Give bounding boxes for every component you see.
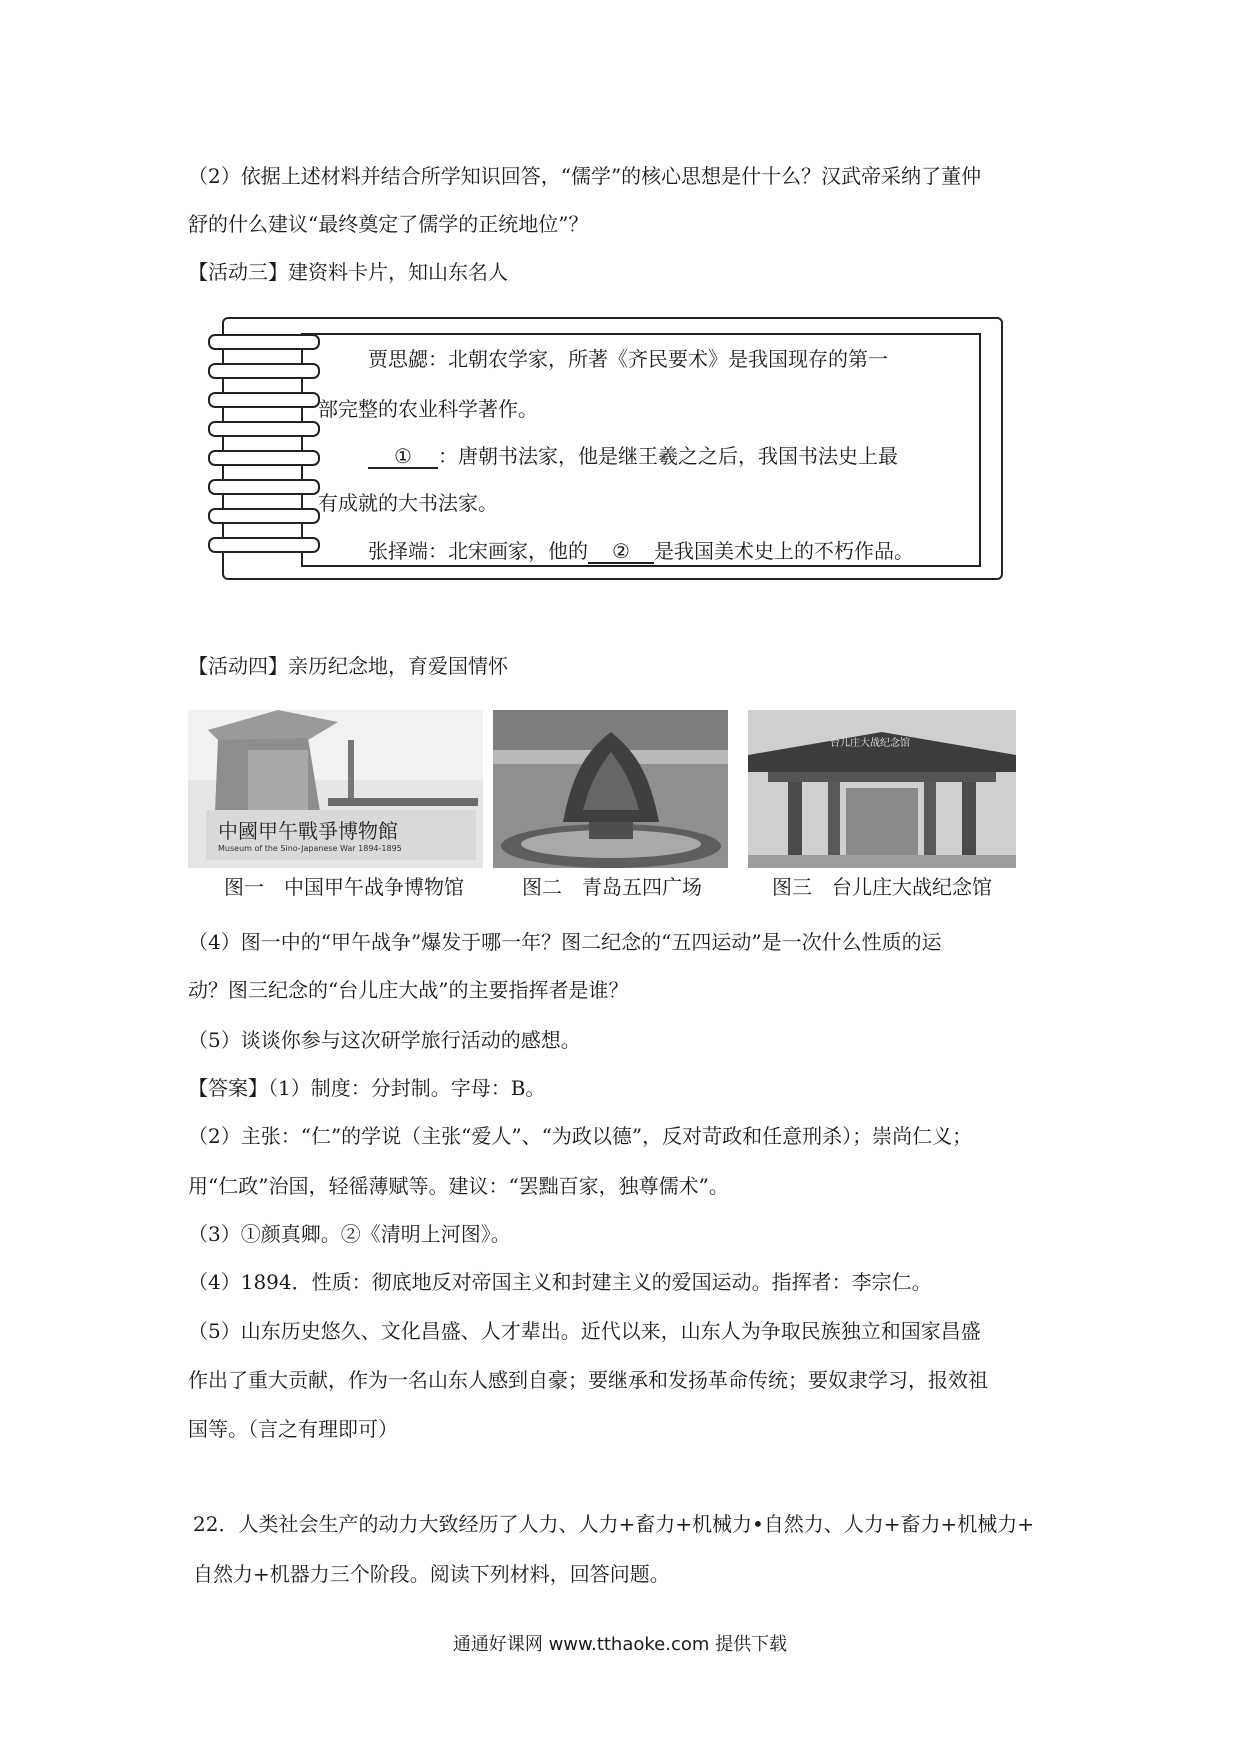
answer-4: （4）1894．性质：彻底地反对帝国主义和封建主义的爱国运动。指挥者：李宗仁。 — [188, 1270, 932, 1294]
card-line-3-text: ：唐朝书法家，他是继王羲之之后，我国书法史上最 — [438, 444, 898, 468]
spiral-ring-icon — [208, 537, 320, 553]
museum-sign-en: Museum of the Sino-Japanese War 1894-1895 — [218, 844, 402, 853]
taierzhuang-memorial-photo — [748, 710, 1016, 868]
sino-japanese-war-museum-photo — [188, 710, 483, 868]
spiral-ring-icon — [208, 450, 320, 466]
answer-1: 【答案】（1）制度：分封制。字母：B。 — [188, 1076, 546, 1100]
answer-5-line-3: 国等。（言之有理即可） — [188, 1417, 398, 1441]
activity-3-title: 【活动三】建资料卡片，知山东名人 — [188, 260, 508, 284]
question-22-line-2: 自然力+机器力三个阶段。阅读下列材料，回答问题。 — [193, 1562, 670, 1586]
spiral-ring-icon — [208, 479, 320, 495]
square-photo-drawing — [493, 710, 728, 868]
may-fourth-square-photo — [493, 710, 728, 868]
question-2-line-1: （2）依据上述材料并结合所学知识回答，“儒学”的核心思想是什十么？汉武帝采纳了董仲 — [188, 164, 982, 188]
card-line-2: 部完整的农业科学著作。 — [318, 397, 538, 421]
question-2-line-2: 舒的什么建议“最终奠定了儒学的正统地位”？ — [188, 212, 589, 236]
blank-1: ① — [368, 445, 438, 469]
museum-sign-cn: 中國甲午戰爭博物館 — [218, 819, 398, 843]
spiral-ring-icon — [208, 334, 320, 350]
card-line-5-pre: 张择端：北宋画家，他的 — [368, 539, 588, 563]
question-4-line-2: 动？图三纪念的“台儿庄大战”的主要指挥者是谁？ — [188, 978, 629, 1002]
memorial-sign: 台儿庄大战纪念馆 — [830, 738, 910, 749]
image-3-caption: 图三 台儿庄大战纪念馆 — [772, 875, 992, 899]
question-22-line-1: 22．人类社会生产的动力大致经历了人力、人力+畜力+机械力•自然力、人力+畜力+机械力+ — [193, 1512, 1035, 1536]
spiral-ring-icon — [208, 363, 320, 379]
footer-source: 通通好课网 www.tthaoke.com 提供下载 — [452, 1634, 788, 1655]
blank-2: ② — [588, 540, 654, 564]
card-line-1: 贾思勰：北朝农学家，所著《齐民要术》是我国现存的第一 — [368, 347, 888, 371]
answer-2-line-2: 用“仁政”治国，轻徭薄赋等。建议：“罢黜百家，独尊儒术”。 — [188, 1174, 729, 1198]
answer-5-line-2: 作出了重大贡献，作为一名山东人感到自豪；要继承和发扬革命传统；要奴隶学习，报效祖 — [188, 1368, 988, 1392]
info-card — [208, 317, 1003, 578]
activity-4-title: 【活动四】亲历纪念地，育爱国情怀 — [188, 654, 508, 678]
answer-2-line-1: （2）主张：“仁”的学说（主张“爱人”、“为政以德”，反对苛政和任意刑杀）；崇尚仁义； — [188, 1124, 973, 1148]
spiral-ring-icon — [208, 508, 320, 524]
image-1-caption: 图一 中国甲午战争博物馆 — [224, 875, 464, 899]
card-line-5-post: 是我国美术史上的不朽作品。 — [654, 539, 914, 563]
card-line-4: 有成就的大书法家。 — [318, 491, 498, 515]
question-5: （5）谈谈你参与这次研学旅行活动的感想。 — [188, 1028, 581, 1052]
memorial-photo-drawing — [748, 710, 1016, 868]
image-2-caption: 图二 青岛五四广场 — [522, 875, 702, 899]
spiral-ring-icon — [208, 421, 320, 437]
answer-3: （3）①颜真卿。②《清明上河图》。 — [188, 1222, 511, 1246]
spiral-ring-icon — [208, 392, 320, 408]
card-line-5 — [368, 537, 914, 565]
question-4-line-1: （4）图一中的“甲午战争”爆发于哪一年？图二纪念的“五四运动”是一次什么性质的运 — [188, 930, 942, 954]
answer-5-line-1: （5）山东历史悠久、文化昌盛、人才辈出。近代以来，山东人为争取民族独立和国家昌盛 — [188, 1319, 981, 1343]
card-line-3 — [368, 442, 898, 470]
